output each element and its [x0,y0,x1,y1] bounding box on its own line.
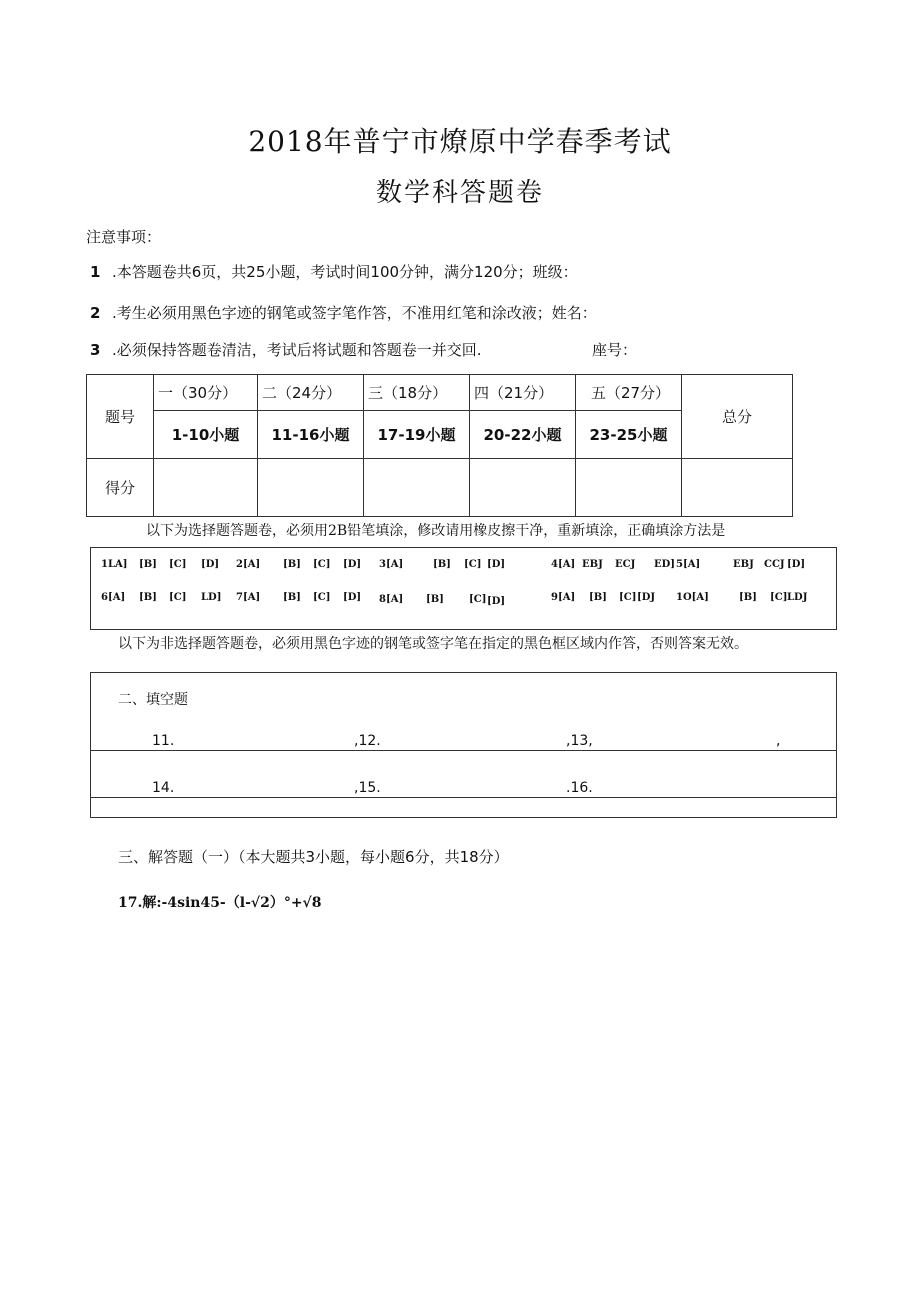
mc-option[interactable]: [DJ [637,592,656,603]
fill-item-label: , [776,733,781,749]
mc-option[interactable]: LD] [201,592,222,603]
mc-option[interactable]: [C] [464,559,482,570]
mc-option[interactable]: [D] [487,559,506,570]
mc-option[interactable]: [B] [139,592,157,603]
mc-option[interactable]: CCJ [764,559,785,570]
fill-item-label: .16. [566,780,593,796]
note-item [90,261,578,282]
row-label-question: 题号 [87,375,154,459]
mc-instruction: 以下为选择题答题卷，必须用2B铅笔填涂，修改请用橡皮擦干净，重新填涂，正确填涂方法是 [146,523,726,539]
mc-option[interactable]: [C] [313,592,331,603]
total-label: 总分 [682,375,793,459]
row-label-score: 得分 [87,459,154,517]
score-cell[interactable] [258,459,364,517]
mc-option[interactable]: ED] [654,559,676,570]
mc-option[interactable]: 1O[A] [676,592,709,603]
mc-option[interactable]: 2[A] [236,559,261,570]
mc-option[interactable]: [B] [139,559,157,570]
question-17: 17.解:-4sin45-（l-√2）°+√8 [118,895,322,911]
section-header: 四（21分） [470,375,576,411]
answer-section-heading: 三、解答题（一）（本大题共3小题，每小题6分，共18分） [118,848,509,866]
note-number: 1 [90,263,101,281]
page-title: 2018年普宁市燎原中学春季考试 [248,125,672,158]
page-subtitle: 数学科答题卷 [375,178,544,208]
mc-option[interactable]: 5[A] [676,559,701,570]
section-header: 一（30分） [154,375,258,411]
note-text: .考生必须用黑色字迹的钢笔或签字笔作答，不准用红笔和涂改液；姓名： [112,304,597,322]
mc-option[interactable]: [C] [169,559,187,570]
fill-item-label: 11. [152,733,175,749]
mc-option[interactable]: [D] [343,559,362,570]
mc-option[interactable]: 1LA] [101,559,128,570]
fill-in-heading: 二、填空题 [118,692,188,708]
section-header: 三（18分） [364,375,470,411]
note-text: .本答题卷共6页，共25小题，考试时间100分钟，满分120分；班级： [112,263,578,281]
note-number: 3 [90,341,101,359]
note-text: .必须保持答题卷清洁，考试后将试题和答题卷一并交回. [112,341,482,359]
mc-option[interactable]: [D] [787,559,806,570]
section-header: 二（24分） [258,375,364,411]
section-range: 11-16小题 [258,411,364,459]
mc-option[interactable]: 8[A] [379,594,404,605]
fill-item-label: ,12. [354,733,381,749]
notes-heading: 注意事项： [86,228,162,246]
score-cell[interactable] [470,459,576,517]
fill-item-label: ,13, [566,733,593,749]
score-table [86,374,793,517]
mc-option[interactable]: [D] [343,592,362,603]
mc-option[interactable]: [C] [169,592,187,603]
section-range: 23-25小题 [576,411,682,459]
score-cell[interactable] [576,459,682,517]
mc-option[interactable]: 3[A] [379,559,404,570]
mc-option[interactable]: ECJ [615,559,636,570]
mc-option[interactable]: [D] [487,596,506,607]
mc-option[interactable]: [B] [739,592,757,603]
note-item [90,302,597,323]
mc-option[interactable]: 6[A] [101,592,126,603]
fill-item-label: ,15. [354,780,381,796]
mc-option[interactable]: [B] [426,594,444,605]
note-number: 2 [90,304,101,322]
note-item [90,339,482,360]
non-mc-instruction: 以下为非选择题答题卷，必须用黑色字迹的钢笔或签字笔在指定的黑色框区域内作答，否则答案无效。 [118,636,748,652]
mc-option[interactable]: [C] [770,592,788,603]
box-divider [90,797,837,798]
mc-option[interactable]: [B] [433,559,451,570]
section-header: 五（27分） [576,375,682,411]
section-range: 17-19小题 [364,411,470,459]
total-score-cell[interactable] [682,459,793,517]
score-cell[interactable] [364,459,470,517]
mc-option[interactable]: LDJ [787,592,808,603]
mc-option[interactable]: 4[A] [551,559,576,570]
box-divider [90,750,837,751]
mc-option[interactable]: [D] [201,559,220,570]
mc-option[interactable]: [C] [619,592,637,603]
mc-option[interactable]: [B] [283,592,301,603]
section-range: 20-22小题 [470,411,576,459]
mc-option[interactable]: [B] [589,592,607,603]
mc-option[interactable]: EBJ [582,559,603,570]
mc-option[interactable]: EBJ [733,559,754,570]
mc-option[interactable]: 9[A] [551,592,576,603]
mc-option[interactable]: 7[A] [236,592,261,603]
section-range: 1-10小题 [154,411,258,459]
fill-item-label: 14. [152,780,175,796]
mc-option[interactable]: [B] [283,559,301,570]
seat-label: 座号： [592,341,638,359]
mc-option[interactable]: [C] [313,559,331,570]
score-cell[interactable] [154,459,258,517]
mc-option[interactable]: [C] [469,594,487,605]
